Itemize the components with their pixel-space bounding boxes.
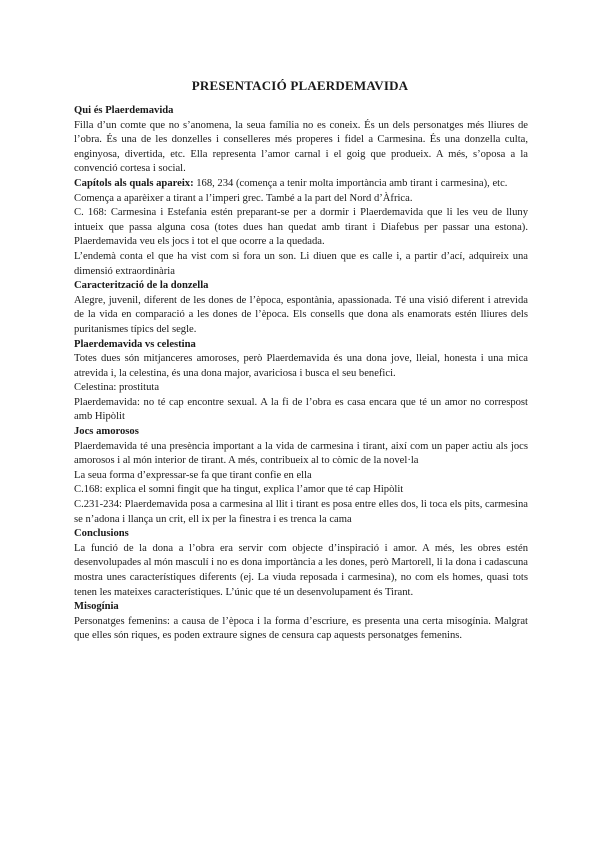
section-heading-conclusions: Conclusions <box>74 528 129 540</box>
document-body <box>74 104 528 644</box>
paragraph: La seua forma d’expressar-se fa que tirant confie en ella <box>74 469 312 481</box>
paragraph: Personatges femenins: a causa de l’època i la forma d’escriure, es presenta una certa misogínia. Malgrat que elles són riques, es poden extraure signes de censura cap aquests personatges femenins. <box>74 615 528 642</box>
document-title: PRESENTACIÓ PLAERDEMAVIDA <box>191 78 409 93</box>
paragraph: Filla d’un comte que no s’anomena, la seua família no es coneix. És un dels personatges més lliures de l’obra. És una de les donzelles i conselleres més properes i fidel a Carmesina. És una donzella culta, enginyosa, divertida, etc. Ella representa l’amor carnal i el goig que produeix. A més, s’oposa a la convenció cortesa i social. <box>74 119 528 175</box>
section-heading-capitols: Capítols als quals apareix: <box>74 177 194 189</box>
paragraph: La funció de la dona a l’obra era servir com objecte d’inspiració i amor. A més, les obres estén desenvolupades al món masculí i no es dona importància a les dones, però Martorell, li la dona i cadascuna mostra unes característiques diferents (ej. La viuda reposada i carmesina), no com els homes, quasi tots tenen les mateixes característiques. L’únic que té un desenvolupament és Tirant. <box>74 542 528 598</box>
paragraph: C.231-234: Plaerdemavida posa a carmesina al llit i tirant es posa entre elles dos, li toca els pits, carmesina se n’adona i llança un crit, ell ix per la finestra i es trenca la cama <box>74 499 528 525</box>
paragraph: Comença a aparèixer a tirant a l’imperi grec. També a la part del Nord d’Àfrica. <box>74 192 413 204</box>
section-heading-qui-es: Qui és Plaerdemavida <box>74 105 174 116</box>
paragraph: Plaerdemavida té una presència important a la vida de carmesina i tirant, així com un paper actiu als jocs amorosos i al món interior de tirant. A més, contribueix al to còmic de la novel·la <box>74 440 528 467</box>
section-heading-caracteritzacio: Caracterització de la donzella <box>74 280 209 292</box>
paragraph: Celestina: prostituta <box>74 382 160 394</box>
paragraph: Totes dues són mitjanceres amoroses, però Plaerdemavida és una dona jove, lleial, honesta i una mica atrevida i, la celestina, és una dona major, avariciosa i busca el seu benefici. <box>74 353 528 379</box>
paragraph: C. 168: Carmesina i Estefania estén preparant-se per a dormir i Plaerdemavida que li les veu de lluny intueix que passa alguna cosa (totes dues han quedat amb tirant i Diafebus per passar una estona). Plaerdemavida veu els jocs i tot el que ocorre a la quedada. <box>74 207 528 248</box>
section-heading-misoginia: Misogínia <box>74 601 119 613</box>
section-heading-celestina: Plaerdemavida vs celestina <box>74 338 196 350</box>
paragraph: L’endemà conta el que ha vist com si fora un son. Li diuen que es calle i, a partir d’ací, adquireix una dimensió extraordinària <box>74 250 528 277</box>
paragraph: Alegre, juvenil, diferent de les dones de l’època, espontània, apassionada. Té una visió diferent i atrevida de la vida en comparació a les dones de l’època. Els consells que dona als enamorats estén lliures dels puritanismes típics del segle. <box>74 294 528 335</box>
section-heading-jocs-amorosos: Jocs amorosos <box>74 426 139 438</box>
chapters-line <box>74 177 528 192</box>
paragraph: Plaerdemavida: no té cap encontre sexual. A la fi de l’obra es casa encara que té un amor no correspost amb Hipòlit <box>74 396 528 423</box>
chapters-list: 168, 234 (comença a tenir molta importància amb tirant i carmesina), etc. <box>193 177 508 189</box>
paragraph: C.168: explica el somni fingit que ha tingut, explica l’amor que té cap Hipòlit <box>74 484 404 496</box>
